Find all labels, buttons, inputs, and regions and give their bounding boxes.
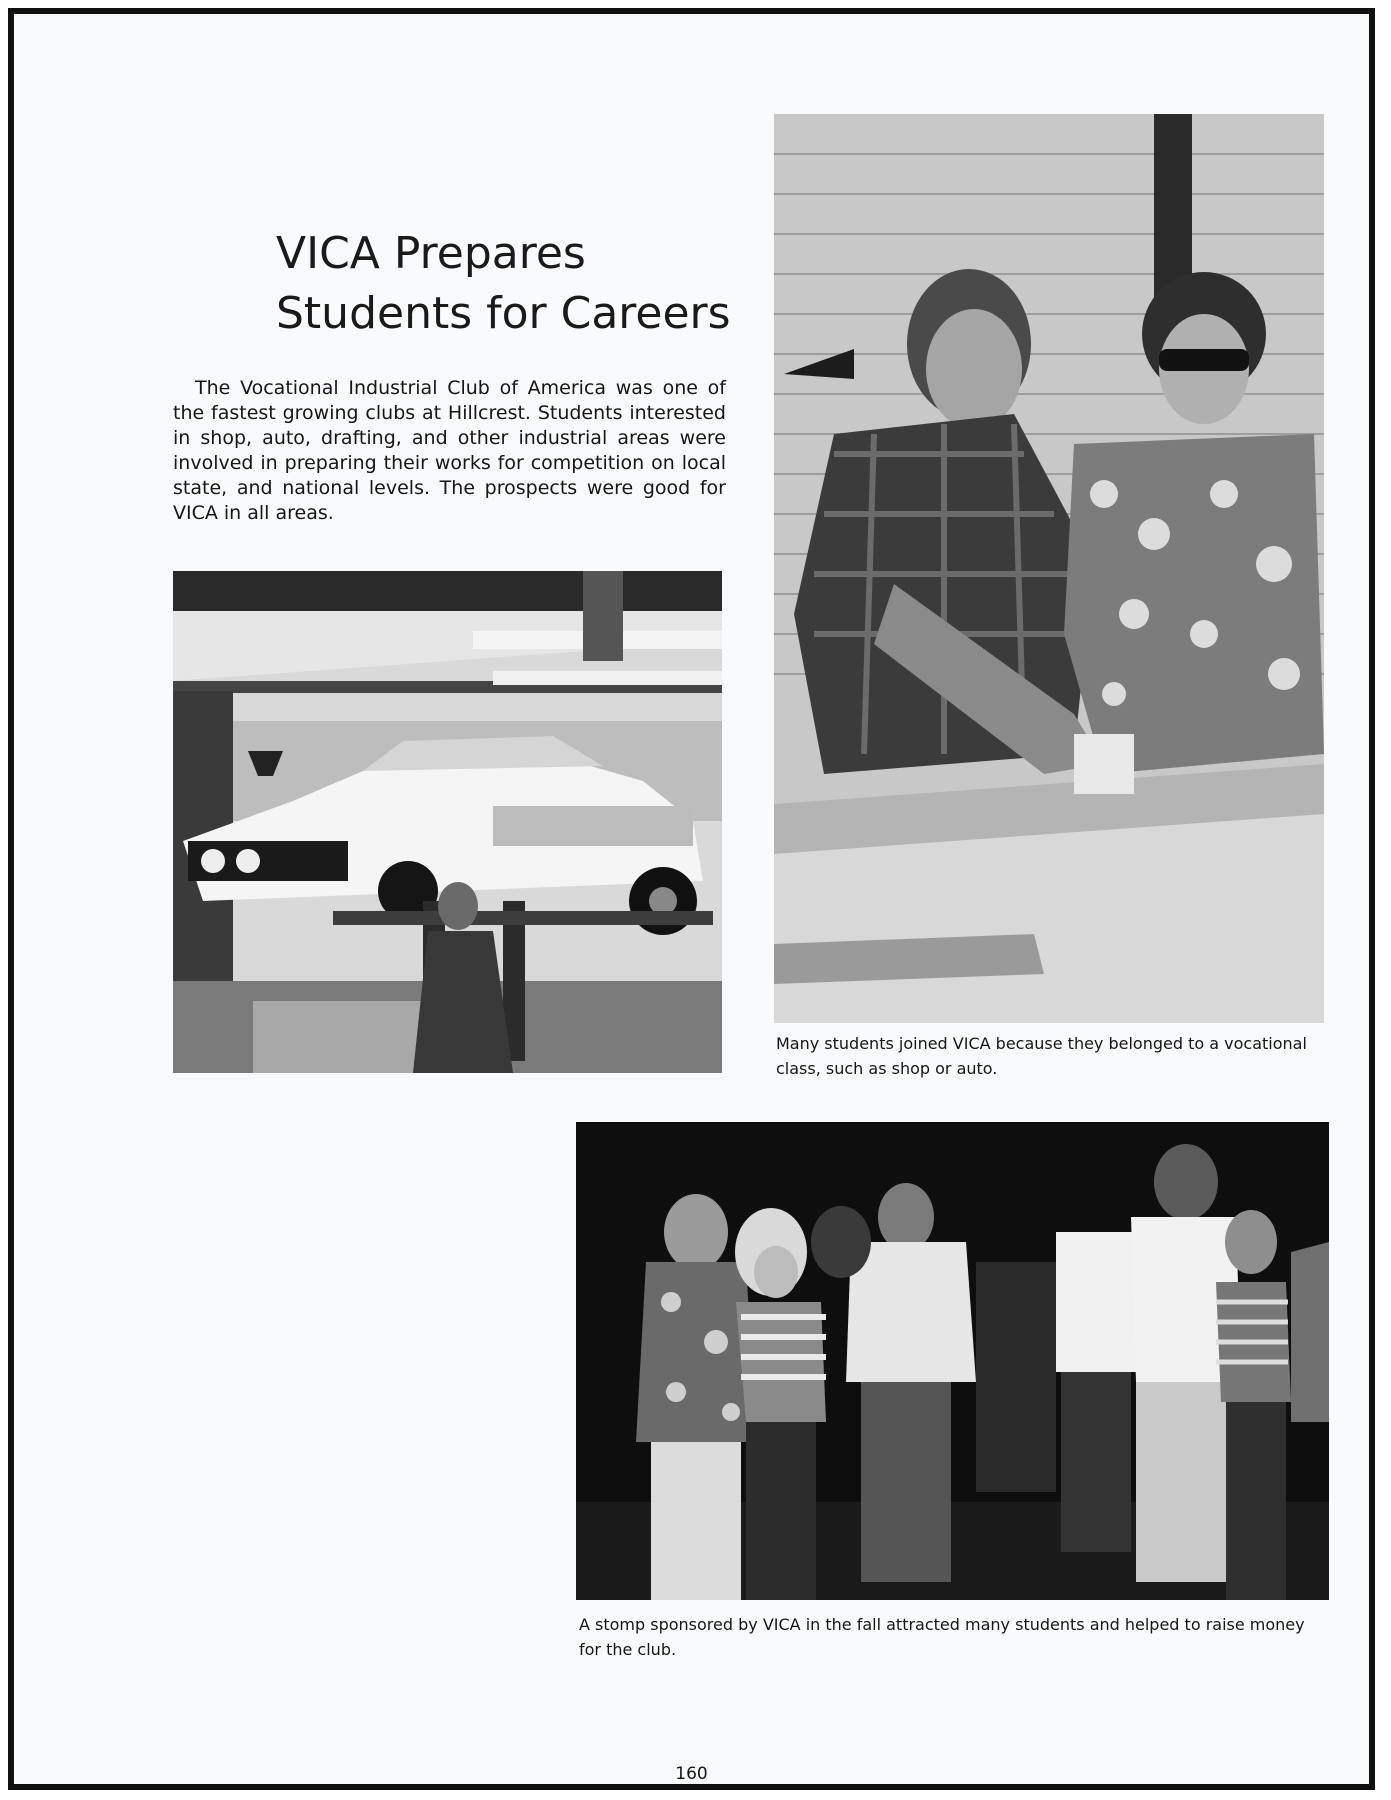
dance-photo (576, 1122, 1329, 1600)
yearbook-page (8, 8, 1375, 1790)
shop-class-photo (774, 114, 1324, 1023)
title-line-1: VICA Prepares (276, 228, 586, 279)
auto-shop-photo-art (173, 571, 722, 1073)
dance-photo-caption: A stomp sponsored by VICA in the fall attracted many students and helped to raise money for the club. (579, 1615, 1305, 1659)
page-number: 160 (675, 1764, 708, 1784)
shop-photo-caption: Many students joined VICA because they belonged to a vocational class, such as shop or auto. (776, 1034, 1307, 1078)
shop-class-photo-art (774, 114, 1324, 1023)
auto-shop-photo (173, 571, 722, 1073)
intro-paragraph: The Vocational Industrial Club of America was one of the fastest growing clubs at Hillcrest. Students interested in shop, auto, drafting, and other industrial areas were involved in preparing their works for competition on local state, and national levels. The prospects were good for VICA in all areas. (173, 377, 726, 524)
title-line-2: Students for Careers (276, 288, 731, 339)
dance-photo-art (576, 1122, 1329, 1600)
article-title (276, 224, 746, 344)
